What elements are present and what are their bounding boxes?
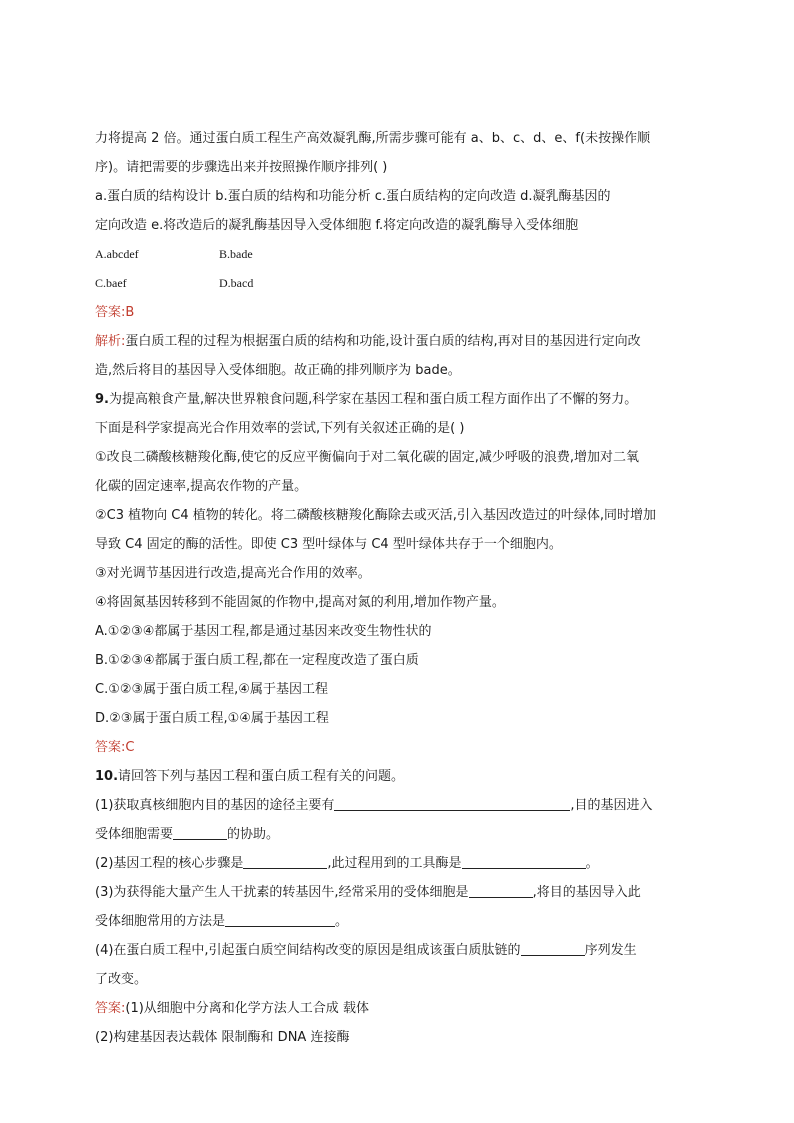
q9-statement1-line1: ①改良二磷酸核糖羧化酶,使它的反应平衡偏向于对二氧化碳的固定,减少呼吸的浪费,增加对二氧 [95,450,640,465]
q10-part2-text-a: (2)基因工程的核心步骤是 [95,856,244,871]
q10-part3-line1 [95,878,700,907]
q10-part1-text-b: ,目的基因进入 [570,798,653,813]
q8-option-c: C.baef [95,276,127,290]
q10-answer-label: 答案: [95,1001,126,1016]
q10-part2-text-c: 。 [585,856,599,871]
q8-analysis-text1: 蛋白质工程的过程为根据蛋白质的结构和功能,设计蛋白质的结构,再对目的基因进行定向改 [125,334,641,349]
q8-option-a: A.abcdef [95,247,139,261]
q8-analysis-line1 [95,327,700,356]
q9-option-b: B.①②③④都属于蛋白质工程,都在一定程度改造了蛋白质 [95,653,419,668]
q10-blank-5[interactable] [469,883,533,898]
q9-stem-text1: 为提高粮食产量,解决世界粮食问题,科学家在基因工程和蛋白质工程方面作出了不懈的努力。 [108,392,638,407]
q10-part1-text-c: 受体细胞需要 [95,827,174,842]
q8-analysis-label: 解析: [95,334,126,349]
q8-stem-line2: 序)。请把需要的步骤选出来并按照操作顺序排列( ) [95,160,388,175]
q9-stem-line1 [95,385,700,414]
document-page [95,124,700,1052]
q10-blank-2[interactable] [173,825,227,840]
q9-statement4: ④将固氮基因转移到不能固氮的作物中,提高对氮的利用,增加作物产量。 [95,595,505,610]
q9-answer [95,733,700,762]
q10-part2 [95,849,700,878]
q10-number: 10. [95,769,119,784]
q9-statement2-line1: ②C3 植物向 C4 植物的转化。将二磷酸核糖羧化酶除去或灭活,引入基因改造过的叶绿体,同时增加 [95,508,657,523]
q10-part3-text-b: ,将目的基因导入此 [532,885,641,900]
q8-answer-label: 答案: [95,305,126,320]
q9-stem-line2: 下面是科学家提高光合作用效率的尝试,下列有关叙述正确的是( ) [95,421,465,436]
q10-part4-text-a: (4)在蛋白质工程中,引起蛋白质空间结构改变的原因是组成该蛋白质肽链的 [95,943,521,958]
q10-answer-1: (1)从细胞中分离和化学方法人工合成 载体 [125,1001,369,1016]
q9-option-c: C.①②③属于蛋白质工程,④属于基因工程 [95,682,328,697]
q9-answer-label: 答案: [95,740,126,755]
q10-stem [95,762,700,791]
q10-part2-text-b: ,此过程用到的工具酶是 [327,856,462,871]
q10-blank-6[interactable] [225,912,335,927]
q10-part4-line1 [95,936,700,965]
q9-answer-value: C [125,740,135,755]
q8-answer-value: B [125,305,135,320]
q8-analysis-line2: 造,然后将目的基因导入受体细胞。故正确的排列顺序为 bade。 [95,363,461,378]
q10-answer-line2: (2)构建基因表达载体 限制酶和 DNA 连接酶 [95,1030,350,1045]
q10-part3-line2 [95,907,700,936]
q8-option-d: D.bacd [219,276,254,290]
q9-statement3: ③对光调节基因进行改造,提高光合作用的效率。 [95,566,371,581]
q8-options-ab [95,240,700,269]
q10-answer-line1 [95,994,700,1023]
q8-option-b: B.bade [219,247,253,261]
q9-option-d: D.②③属于蛋白质工程,①④属于基因工程 [95,711,329,726]
q10-part1-line1 [95,791,700,820]
q8-stem-line1: 力将提高 2 倍。通过蛋白质工程生产高效凝乳酶,所需步骤可能有 a、b、c、d、e、f(未按操作顺 [95,131,651,146]
q10-stem-text: 请回答下列与基因工程和蛋白质工程有关的问题。 [118,769,405,784]
q10-part3-text-d: 。 [335,914,349,929]
q10-blank-3[interactable] [243,854,327,869]
q10-part3-text-a: (3)为获得能大量产生人干扰素的转基因牛,经常采用的受体细胞是 [95,885,469,900]
q10-part4-text-b: 序列发生 [584,943,637,958]
q10-part1-text-d: 的协助。 [227,827,280,842]
q8-options-cd [95,269,700,298]
q9-option-a: A.①②③④都属于基因工程,都是通过基因来改变生物性状的 [95,624,432,639]
q10-blank-7[interactable] [521,941,585,956]
q9-statement1-line2: 化碳的固定速率,提高农作物的产量。 [95,479,308,494]
q8-steps-line2: 定向改造 e.将改造后的凝乳酶基因导入受体细胞 f.将定向改造的凝乳酶导入受体细胞 [95,218,579,233]
q10-part4-line2: 了改变。 [95,972,148,987]
q8-steps-line1: a.蛋白质的结构设计 b.蛋白质的结构和功能分析 c.蛋白质结构的定向改造 d.凝乳酶基因的 [95,189,611,204]
q10-blank-4[interactable] [462,854,586,869]
q10-part1-line2 [95,820,700,849]
q10-part3-text-c: 受体细胞常用的方法是 [95,914,226,929]
q9-statement2-line2: 导致 C4 固定的酶的活性。即使 C3 型叶绿体与 C4 型叶绿体共存于一个细胞内。 [95,537,562,552]
q8-answer [95,298,700,327]
q10-part1-text-a: (1)获取真核细胞内目的基因的途径主要有 [95,798,335,813]
q10-blank-1[interactable] [334,796,570,811]
q9-number: 9. [95,392,109,407]
